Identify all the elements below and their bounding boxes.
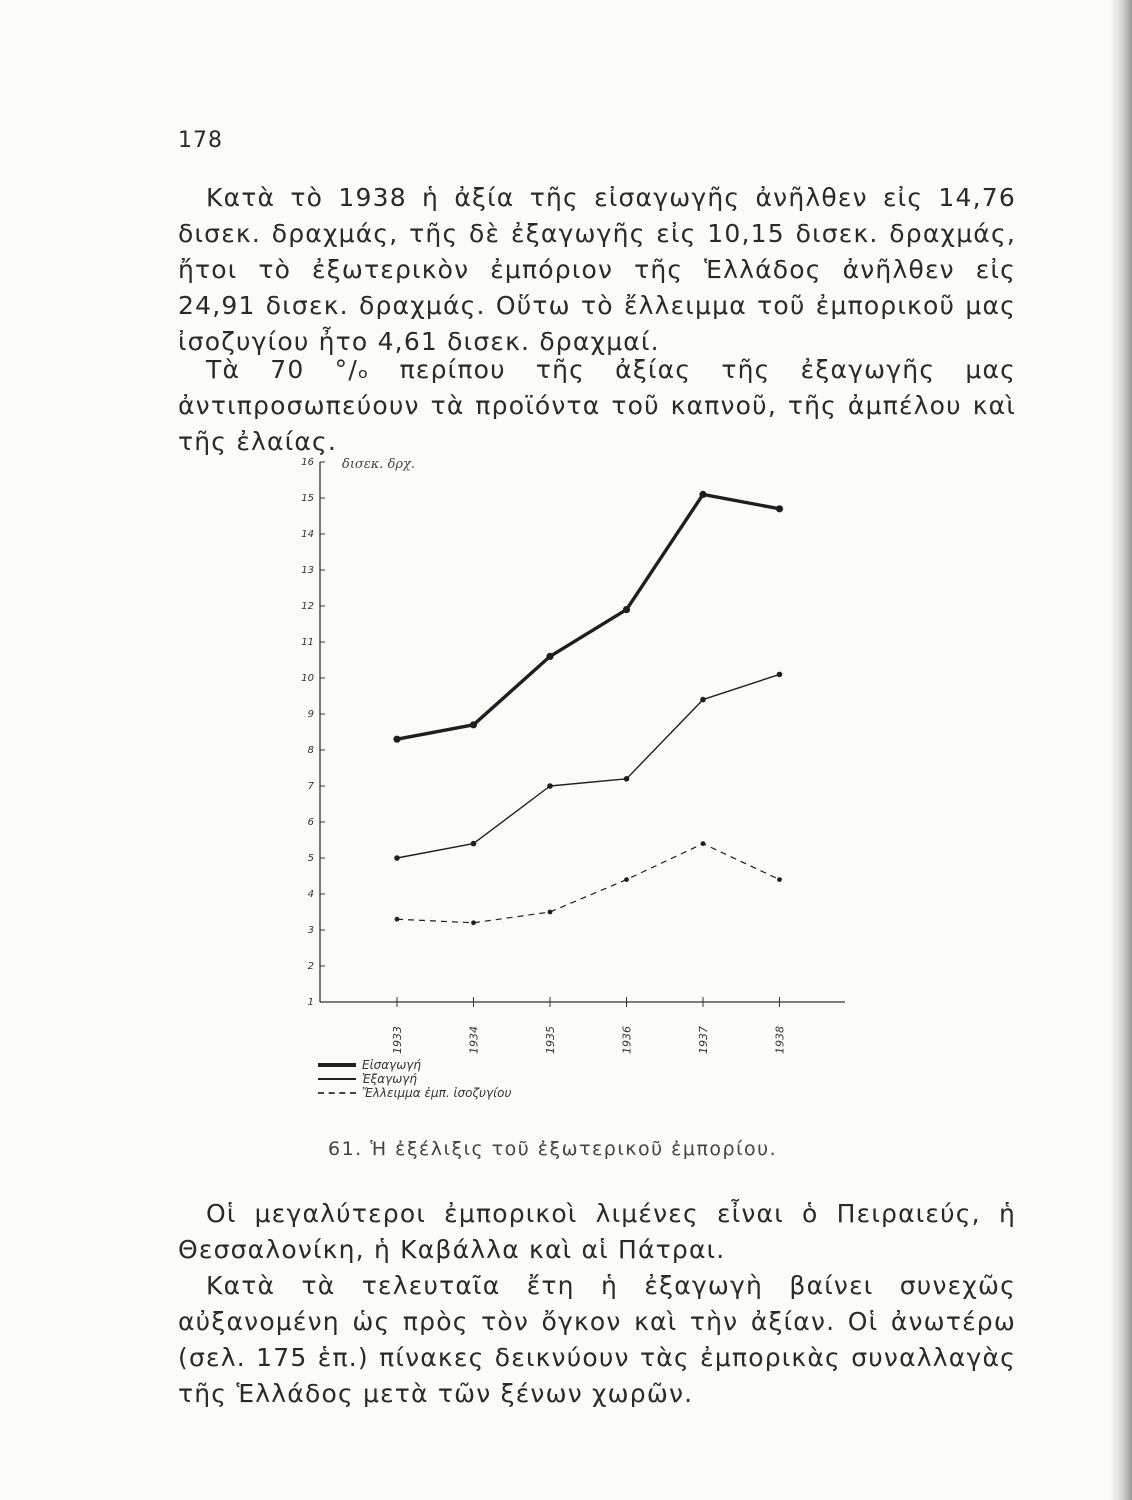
page-number: 178 xyxy=(178,128,223,153)
series-deficit xyxy=(395,841,782,925)
paragraph-ports: Οἱ μεγαλύτεροι ἐμπορικοὶ λιμένες εἶναι ὁ Πειραιεύς, ἡ Θεσσαλονίκη, ἡ Καβάλλα καὶ αἱ Πάτραι. xyxy=(178,1199,1016,1264)
paragraph-export-products: Τὰ 70 °/ₒ περίπου τῆς ἀξίας τῆς ἐξαγωγῆς μας ἀντιπροσωπεύουν τὰ προϊόντα τοῦ καπνοῦ, τῆς ἀμπέλου καὶ τῆς ἐλαίας. xyxy=(178,355,1016,456)
series-line xyxy=(397,494,780,739)
legend-swatch-deficit xyxy=(318,1092,356,1094)
paragraph-import-export-1938: Κατὰ τὸ 1938 ἡ ἀξία τῆς εἰσαγωγῆς ἀνῆλθεν εἰς 14,76 δισεκ. δραχμάς, τῆς δὲ ἐξαγωγῆς εἰς 10,15 δισεκ. δραχμάς, ἤτοι τὸ ἐξωτερικὸν ἐμπόριον τῆς Ἑλλάδος ἀνῆλθεν εἰς 24,91 δισεκ. δραχμάς. Οὕτω τὸ ἔλλειμμα τοῦ ἐμπορικοῦ μας ἰσοζυγίου ἦτο 4,61 δισεκ. δραχμαί. xyxy=(178,183,1016,356)
y-axis-ticks xyxy=(301,457,325,1008)
legend-entry-exports xyxy=(318,1072,511,1086)
data-point xyxy=(547,783,553,789)
legend-entry-deficit xyxy=(318,1086,511,1100)
legend-entry-imports xyxy=(318,1058,511,1072)
y-axis-unit-label: δισεκ. δρχ. xyxy=(342,457,416,472)
data-point xyxy=(701,841,706,846)
data-point xyxy=(699,491,706,498)
x-tick-label: 1934 xyxy=(467,1026,481,1054)
y-tick-label: 2 xyxy=(307,961,314,972)
data-point xyxy=(777,877,782,882)
y-tick-label: 16 xyxy=(301,457,314,468)
y-tick-label: 10 xyxy=(301,673,314,684)
y-tick-label: 1 xyxy=(307,997,314,1008)
paragraph-export-trend: Κατὰ τὰ τελευταῖα ἔτη ἡ ἐξαγωγὴ βαίνει συνεχῶς αὐξανομένη ὡς πρὸς τὸν ὄγκον καὶ τὴν ἀξίαν. Οἱ ἀνωτέρω (σελ. 175 ἑπ.) πίνακες δεικνύουν τὰς ἐμπορικὰς συναλλαγὰς τῆς Ἑλλάδος μετὰ τῶν ξένων χωρῶν. xyxy=(178,1271,1016,1408)
data-point xyxy=(393,736,400,743)
series-layer xyxy=(393,491,783,925)
data-point xyxy=(777,672,783,678)
legend-label-imports: Εἰσαγωγή xyxy=(362,1058,422,1072)
x-tick-label: 1933 xyxy=(391,1026,404,1054)
data-point xyxy=(471,920,476,925)
data-point xyxy=(546,653,553,660)
legend-swatch-exports xyxy=(318,1078,356,1080)
y-tick-label: 3 xyxy=(307,925,314,936)
data-point xyxy=(394,855,400,861)
legend-label-exports: Ἐξαγωγή xyxy=(362,1072,417,1086)
chart-legend xyxy=(318,1058,511,1100)
data-point xyxy=(624,776,630,782)
y-tick-label: 11 xyxy=(301,637,314,648)
series-line xyxy=(397,674,780,858)
data-point xyxy=(623,606,630,613)
x-tick-label: 1935 xyxy=(544,1026,557,1054)
y-tick-label: 13 xyxy=(301,565,314,576)
legend-label-deficit: Ἔλλειμμα ἐμπ. ἰσοζυγίου xyxy=(362,1086,512,1100)
data-point xyxy=(700,697,706,703)
y-tick-label: 8 xyxy=(307,745,314,756)
figure-caption: 61. Ἡ ἐξέλιξις τοῦ ἐξωτερικοῦ ἐμπορίου. xyxy=(328,1138,778,1160)
series-imports xyxy=(393,491,783,743)
y-tick-label: 9 xyxy=(307,709,314,720)
trade-line-chart xyxy=(290,445,860,1065)
x-axis-ticks xyxy=(391,997,787,1054)
data-point xyxy=(395,917,400,922)
legend-swatch-imports xyxy=(318,1063,356,1067)
y-tick-label: 15 xyxy=(301,493,314,504)
y-tick-label: 7 xyxy=(307,781,314,792)
data-point xyxy=(776,505,783,512)
y-tick-label: 6 xyxy=(307,817,314,828)
page-edge-shadow xyxy=(1110,0,1132,1500)
y-tick-label: 12 xyxy=(301,601,314,612)
y-tick-label: 5 xyxy=(307,853,314,864)
x-tick-label: 1936 xyxy=(620,1026,634,1054)
data-point xyxy=(624,877,629,882)
y-tick-label: 14 xyxy=(301,529,314,540)
data-point xyxy=(471,841,477,847)
x-tick-label: 1937 xyxy=(697,1026,710,1054)
data-point xyxy=(470,721,477,728)
data-point xyxy=(548,910,553,915)
y-tick-label: 4 xyxy=(307,889,314,900)
x-tick-label: 1938 xyxy=(773,1026,787,1054)
series-exports xyxy=(394,672,782,861)
series-line xyxy=(397,844,780,923)
